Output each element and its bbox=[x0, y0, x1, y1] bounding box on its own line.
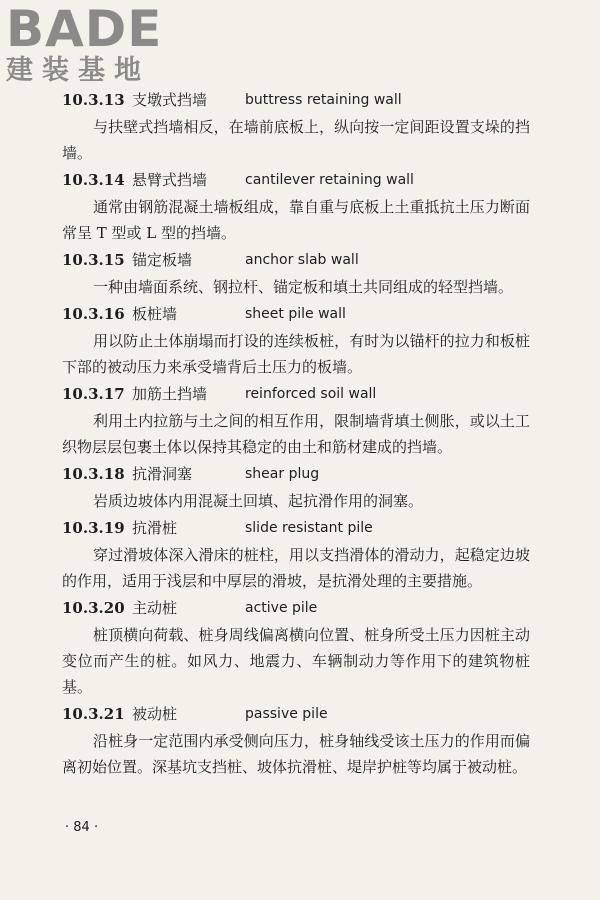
term-entry bbox=[0, 594, 600, 700]
term-heading bbox=[0, 700, 600, 728]
term-english: slide resistant pile bbox=[245, 520, 373, 536]
term-entry bbox=[0, 300, 600, 380]
term-heading bbox=[0, 594, 600, 622]
term-entry bbox=[0, 86, 600, 166]
term-definition: 通常由钢筋混凝土墙板组成，靠自重与底板上土重抵抗土压力断面常呈 T 型或 L 型的挡墙。 bbox=[62, 198, 530, 242]
term-heading bbox=[0, 380, 600, 408]
term-english: passive pile bbox=[245, 706, 328, 722]
term-definition: 岩质边坡体内用混凝土回填、起抗滑作用的洞塞。 bbox=[93, 492, 424, 510]
term-heading bbox=[0, 514, 600, 542]
term-entry bbox=[0, 166, 600, 246]
term-english: anchor slab wall bbox=[245, 252, 359, 268]
term-chinese: 锚定板墙 bbox=[132, 251, 193, 269]
term-heading bbox=[0, 460, 600, 488]
term-number: 10.3.16 bbox=[62, 305, 125, 323]
term-number: 10.3.15 bbox=[62, 251, 125, 269]
term-definition: 桩顶横向荷载、桩身周线偏离横向位置、桩身所受土压力因桩主动变位而产生的桩。如风力、地震力、车辆制动力等作用下的建筑物桩基。 bbox=[62, 626, 530, 696]
term-number: 10.3.17 bbox=[62, 385, 125, 403]
term-number: 10.3.14 bbox=[62, 171, 125, 189]
term-english: shear plug bbox=[245, 466, 320, 482]
term-english: cantilever retaining wall bbox=[245, 172, 414, 188]
term-heading bbox=[0, 246, 600, 274]
term-entry bbox=[0, 700, 600, 780]
term-definition: 一种由墙面系统、钢拉杆、锚定板和填土共同组成的轻型挡墙。 bbox=[93, 278, 514, 296]
logo-brand: BADE bbox=[6, 0, 163, 58]
term-english: active pile bbox=[245, 600, 318, 616]
term-chinese: 板桩墙 bbox=[132, 305, 178, 323]
term-chinese: 抗滑洞塞 bbox=[132, 465, 193, 483]
term-definition: 沿桩身一定范围内承受侧向压力，桩身轴线受该土压力的作用而偏离初始位置。深基坑支挡桩、坡体抗滑桩、堤岸护桩等均属于被动桩。 bbox=[62, 732, 530, 776]
logo-subtitle: 建装基地 bbox=[6, 55, 150, 86]
term-definition: 用以防止土体崩塌而打设的连续板桩，有时为以锚杆的拉力和板桩下部的被动压力来承受墙背后土压力的板墙。 bbox=[62, 332, 530, 376]
term-number: 10.3.13 bbox=[62, 91, 125, 109]
term-english: sheet pile wall bbox=[245, 306, 346, 322]
term-entry bbox=[0, 460, 600, 514]
term-number: 10.3.19 bbox=[62, 519, 125, 537]
term-chinese: 加筋土挡墙 bbox=[132, 385, 208, 403]
term-number: 10.3.20 bbox=[62, 599, 125, 617]
term-heading bbox=[0, 300, 600, 328]
term-entry bbox=[0, 246, 600, 300]
term-chinese: 悬臂式挡墙 bbox=[132, 171, 208, 189]
term-chinese: 支墩式挡墙 bbox=[132, 91, 208, 109]
term-definition: 与扶壁式挡墙相反，在墙前底板上，纵向按一定间距设置支垛的挡墙。 bbox=[62, 118, 530, 162]
term-definition: 利用土内拉筋与土之间的相互作用，限制墙背填土侧胀，或以土工织物层层包裹土体以保持其稳定的由土和筋材建成的挡墙。 bbox=[62, 412, 530, 456]
glossary-content bbox=[0, 86, 600, 780]
term-number: 10.3.18 bbox=[62, 465, 125, 483]
term-definition: 穿过滑坡体深入滑床的桩柱，用以支挡滑体的滑动力，起稳定边坡的作用，适用于浅层和中厚层的滑坡，是抗滑处理的主要措施。 bbox=[62, 546, 530, 590]
term-number: 10.3.21 bbox=[62, 705, 125, 723]
term-heading bbox=[0, 86, 600, 114]
term-chinese: 抗滑桩 bbox=[132, 519, 178, 537]
page-number: · 84 · bbox=[65, 820, 99, 835]
term-chinese: 主动桩 bbox=[132, 599, 178, 617]
term-entry bbox=[0, 380, 600, 460]
term-entry bbox=[0, 514, 600, 594]
term-chinese: 被动桩 bbox=[132, 705, 178, 723]
watermark-logo bbox=[6, 0, 176, 94]
term-heading bbox=[0, 166, 600, 194]
term-english: reinforced soil wall bbox=[245, 386, 377, 402]
term-english: buttress retaining wall bbox=[245, 92, 402, 108]
